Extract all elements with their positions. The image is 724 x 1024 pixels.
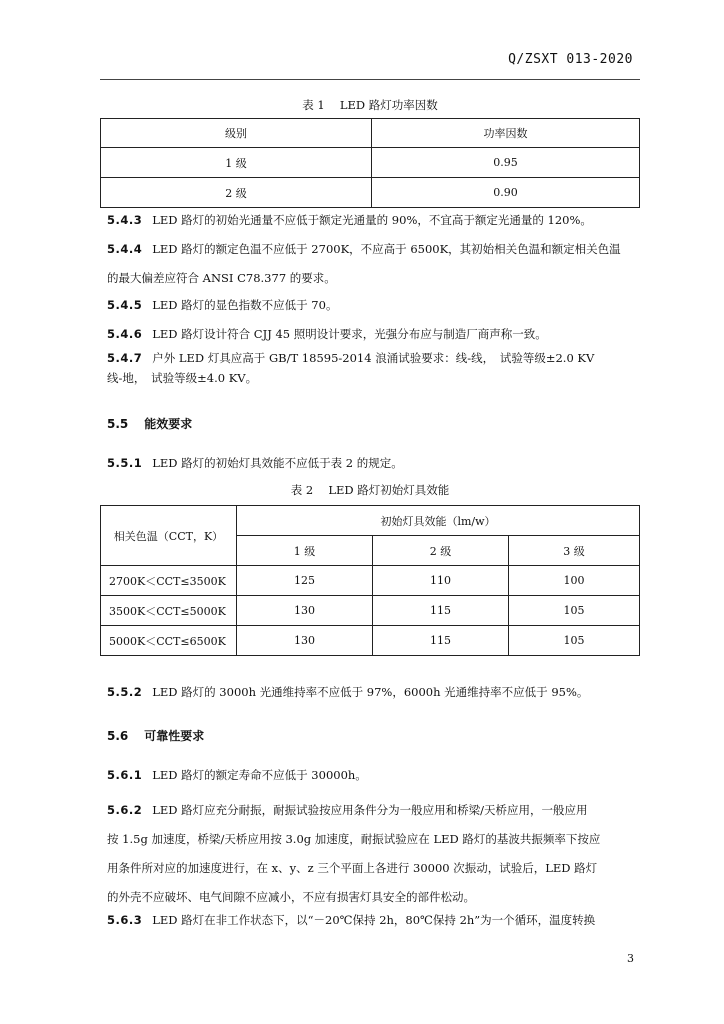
table2-cell: 110 xyxy=(373,566,509,596)
table1-cell: 2 级 xyxy=(101,178,372,208)
clause-text: LED 路灯的额定寿命不应低于 30000h。 xyxy=(152,768,367,782)
clause-number: 5.4.6 xyxy=(107,327,143,341)
clause-text: LED 路灯在非工作状态下，以“－20℃保持 2h，80℃保持 2h”为一个循环，温度转换 xyxy=(152,913,596,927)
table-row xyxy=(101,178,640,208)
table1-cell: 0.95 xyxy=(372,148,640,178)
clause-number: 5.5.1 xyxy=(107,456,143,470)
table2-header-cct: 相关色温（CCT，K） xyxy=(101,506,237,566)
clause-text: LED 路灯的 3000h 光通维持率不应低于 97%，6000h 光通维持率不应低于 95%。 xyxy=(152,685,589,699)
table-row xyxy=(101,148,640,178)
clause-text: LED 路灯的初始灯具效能不应低于表 2 的规定。 xyxy=(152,456,403,470)
clause-5-5-1 xyxy=(107,454,642,473)
table2-cell: 125 xyxy=(237,566,373,596)
clause-5-4-3 xyxy=(107,211,642,230)
table1-header-power-factor: 功率因数 xyxy=(372,119,640,148)
header-rule xyxy=(100,79,640,80)
document-id: Q/ZSXT 013-2020 xyxy=(508,52,633,67)
table1-cell: 1 级 xyxy=(101,148,372,178)
table2-cct-range: 3500K＜CCT≤5000K xyxy=(101,596,237,626)
clause-number: 5.4.4 xyxy=(107,242,143,256)
clause-5-4-7 xyxy=(107,349,642,388)
section-number: 5.5 xyxy=(107,417,129,431)
clause-text: 线-地， 试验等级±4.0 KV。 xyxy=(107,371,258,385)
section-number: 5.6 xyxy=(107,729,129,743)
table1-cell: 0.90 xyxy=(372,178,640,208)
table2-caption: 表 2 LED 路灯初始灯具效能 xyxy=(290,483,450,497)
clause-text: LED 路灯设计符合 CJJ 45 照明设计要求，光强分布应与制造厂商声称一致。 xyxy=(152,327,547,341)
table2-header-level-2: 2 级 xyxy=(373,536,509,566)
table2-cct-range: 5000K＜CCT≤6500K xyxy=(101,626,237,656)
clause-text: 用条件所对应的加速度进行，在 x、y、z 三个平面上各进行 30000 次振动，试验后，LED 路灯 xyxy=(107,861,598,875)
table2-cell: 130 xyxy=(237,626,373,656)
clause-text: 的外壳不应破坏、电气间隙不应减小，不应有损害灯具安全的部件松动。 xyxy=(107,890,475,904)
clause-text: LED 路灯的显色指数不应低于 70。 xyxy=(152,298,338,312)
clause-5-4-4 xyxy=(107,240,642,288)
clause-number: 5.4.3 xyxy=(107,213,143,227)
table1-caption: 表 1 LED 路灯功率因数 xyxy=(302,98,438,112)
section-title: 可靠性要求 xyxy=(144,729,205,743)
table2-cell: 130 xyxy=(237,596,373,626)
clause-text: 户外 LED 灯具应高于 GB/T 18595-2014 浪涌试验要求：线-线， 试验等级±2.0 KV xyxy=(152,351,595,365)
table2 xyxy=(100,505,640,656)
section-heading-5-5 xyxy=(107,415,642,432)
clause-text: 按 1.5g 加速度，桥梁/天桥应用按 3.0g 加速度，耐振试验应在 LED 路灯的基波共振频率下按应 xyxy=(107,832,601,846)
clause-5-4-5 xyxy=(107,296,642,315)
table2-cell: 115 xyxy=(373,596,509,626)
clause-5-6-3 xyxy=(107,911,642,930)
clause-5-6-2 xyxy=(107,796,642,912)
table2-cct-range: 2700K＜CCT≤3500K xyxy=(101,566,237,596)
table-row xyxy=(101,566,640,596)
section-heading-5-6 xyxy=(107,727,642,744)
section-title: 能效要求 xyxy=(144,417,193,431)
clause-5-5-2 xyxy=(107,683,642,702)
table2-cell: 100 xyxy=(509,566,640,596)
clause-text: 的最大偏差应符合 ANSI C78.377 的要求。 xyxy=(107,271,336,285)
table-row xyxy=(101,626,640,656)
clause-5-4-6 xyxy=(107,325,642,344)
table1 xyxy=(100,118,640,208)
clause-text: LED 路灯的额定色温不应低于 2700K，不应高于 6500K，其初始相关色温和额定相关色温 xyxy=(152,242,621,256)
clause-text: LED 路灯应充分耐振，耐振试验按应用条件分为一般应用和桥梁/天桥应用，一般应用 xyxy=(152,803,588,817)
table2-header-level-1: 1 级 xyxy=(237,536,373,566)
table2-header-efficacy: 初始灯具效能（lm/w） xyxy=(237,506,640,536)
clause-number: 5.6.2 xyxy=(107,803,143,817)
table-row xyxy=(101,596,640,626)
clause-text: LED 路灯的初始光通量不应低于额定光通量的 90%，不宜高于额定光通量的 120%。 xyxy=(152,213,592,227)
table1-header-level: 级别 xyxy=(101,119,372,148)
page-number: 3 xyxy=(627,952,634,965)
clause-number: 5.5.2 xyxy=(107,685,143,699)
clause-number: 5.4.5 xyxy=(107,298,143,312)
table2-cell: 105 xyxy=(509,596,640,626)
table2-header-level-3: 3 级 xyxy=(509,536,640,566)
table2-cell: 105 xyxy=(509,626,640,656)
clause-5-6-1 xyxy=(107,766,642,785)
clause-number: 5.4.7 xyxy=(107,351,143,365)
clause-number: 5.6.1 xyxy=(107,768,143,782)
clause-number: 5.6.3 xyxy=(107,913,143,927)
table2-cell: 115 xyxy=(373,626,509,656)
